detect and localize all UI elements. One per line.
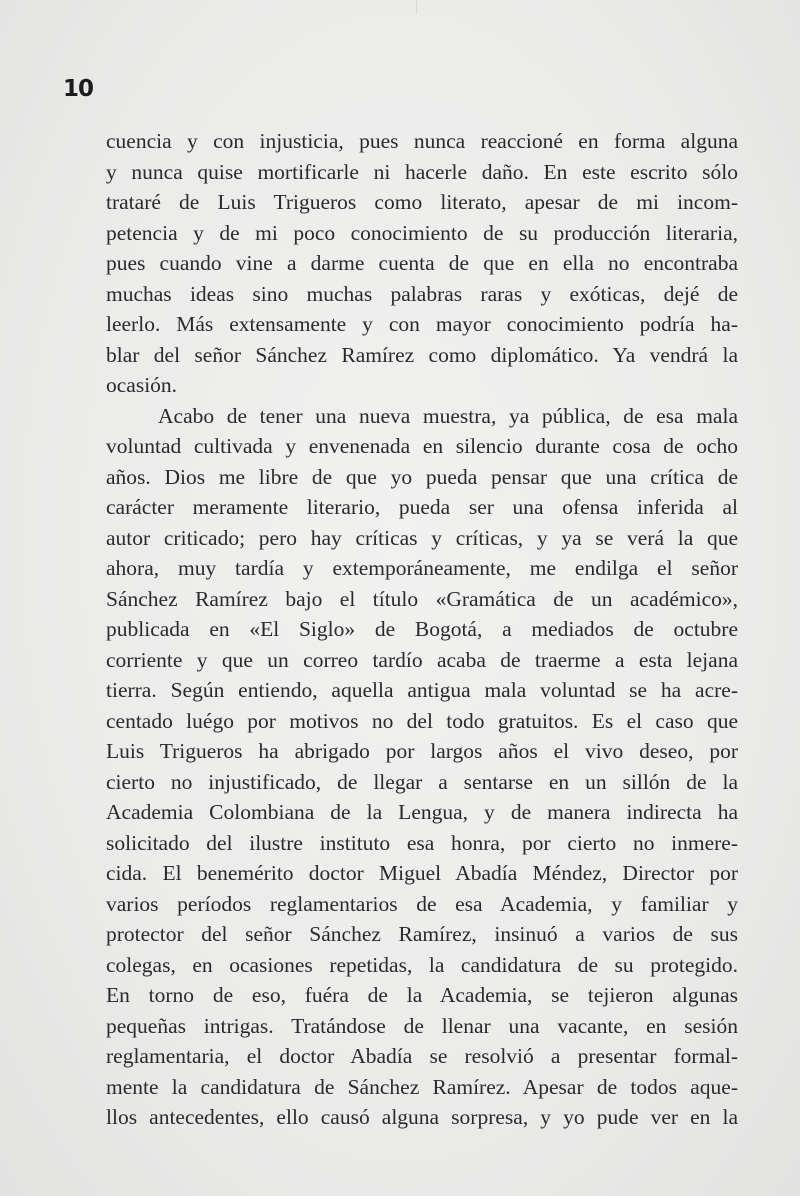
text-line: leerlo. Más extensamente y con mayor conocimiento podría ha- (106, 312, 738, 336)
text-line: pequeñas intrigas. Tratándose de llenar una vacante, en sesión (106, 1013, 738, 1038)
text-line: tierra. Según entiendo, aquella antigua mala voluntad se ha acre- (106, 678, 738, 702)
page-number: 10 (63, 76, 94, 102)
text-line: centado luégo por motivos no del todo gratuitos. Es el caso que (106, 708, 738, 733)
text-line: blar del señor Sánchez Ramírez como diplomático. Ya vendrá la (106, 342, 738, 367)
text-line: mente la candidatura de Sánchez Ramírez. Apesar de todos aque- (106, 1074, 738, 1099)
text-line: voluntad cultivada y envenenada en silencio durante cosa de ocho (106, 434, 738, 458)
text-line: ocasión. (106, 373, 178, 397)
text-line: y nunca quise mortificarle ni hacerle daño. En este escrito sólo (106, 159, 738, 184)
text-line: años. Dios me libre de que yo pueda pensar que una crítica de (106, 464, 738, 489)
text-line: petencia y de mi poco conocimiento de su producción literaria, (106, 220, 738, 245)
text-line: autor criticado; pero hay críticas y críticas, y ya se verá la que (106, 525, 738, 550)
text-line: cierto no injustificado, de llegar a sentarse en un sillón de la (106, 769, 738, 794)
text-line: solicitado del ilustre instituto esa honra, por cierto no inmere- (106, 830, 738, 855)
text-line: publicada en «El Siglo» de Bogotá, a mediados de octubre (106, 617, 738, 641)
text-line: muchas ideas sino muchas palabras raras y exóticas, dejé de (106, 281, 738, 306)
page-crease (416, 0, 417, 14)
body-text (106, 126, 738, 1133)
text-line: reglamentaria, el doctor Abadía se resolvió a presentar formal- (106, 1044, 738, 1068)
text-line: cuencia y con injusticia, pues nunca reaccioné en forma alguna (106, 129, 738, 153)
text-line: carácter meramente literario, pueda ser una ofensa inferida al (106, 495, 738, 519)
text-line: varios períodos reglamentarios de esa Academia, y familiar y (106, 891, 738, 916)
text-line: Academia Colombiana de la Lengua, y de manera indirecta ha (106, 800, 738, 824)
text-line: corriente y que un correo tardío acaba de traerme a esta lejana (106, 647, 738, 672)
text-line: llos antecedentes, ello causó alguna sorpresa, y yo pude ver en la (106, 1105, 738, 1129)
text-line: protector del señor Sánchez Ramírez, insinuó a varios de sus (106, 922, 738, 946)
text-line: En torno de eso, fuéra de la Academia, se tejieron algunas (106, 983, 738, 1007)
text-line: Luis Trigueros ha abrigado por largos años el vivo deseo, por (106, 739, 738, 763)
text-line: Acabo de tener una nueva muestra, ya pública, de esa mala (158, 403, 738, 428)
text-line: ahora, muy tardía y extemporáneamente, me endilga el señor (106, 556, 738, 580)
text-line: cida. El benemérito doctor Miguel Abadía Méndez, Director por (106, 861, 738, 885)
text-line: trataré de Luis Trigueros como literato, apesar de mi incom- (106, 190, 738, 214)
text-line: Sánchez Ramírez bajo el título «Gramática de un académico», (106, 586, 738, 611)
text-line: colegas, en ocasiones repetidas, la candidatura de su protegido. (106, 952, 738, 977)
text-line: pues cuando vine a darme cuenta de que en ella no encontraba (106, 251, 738, 275)
